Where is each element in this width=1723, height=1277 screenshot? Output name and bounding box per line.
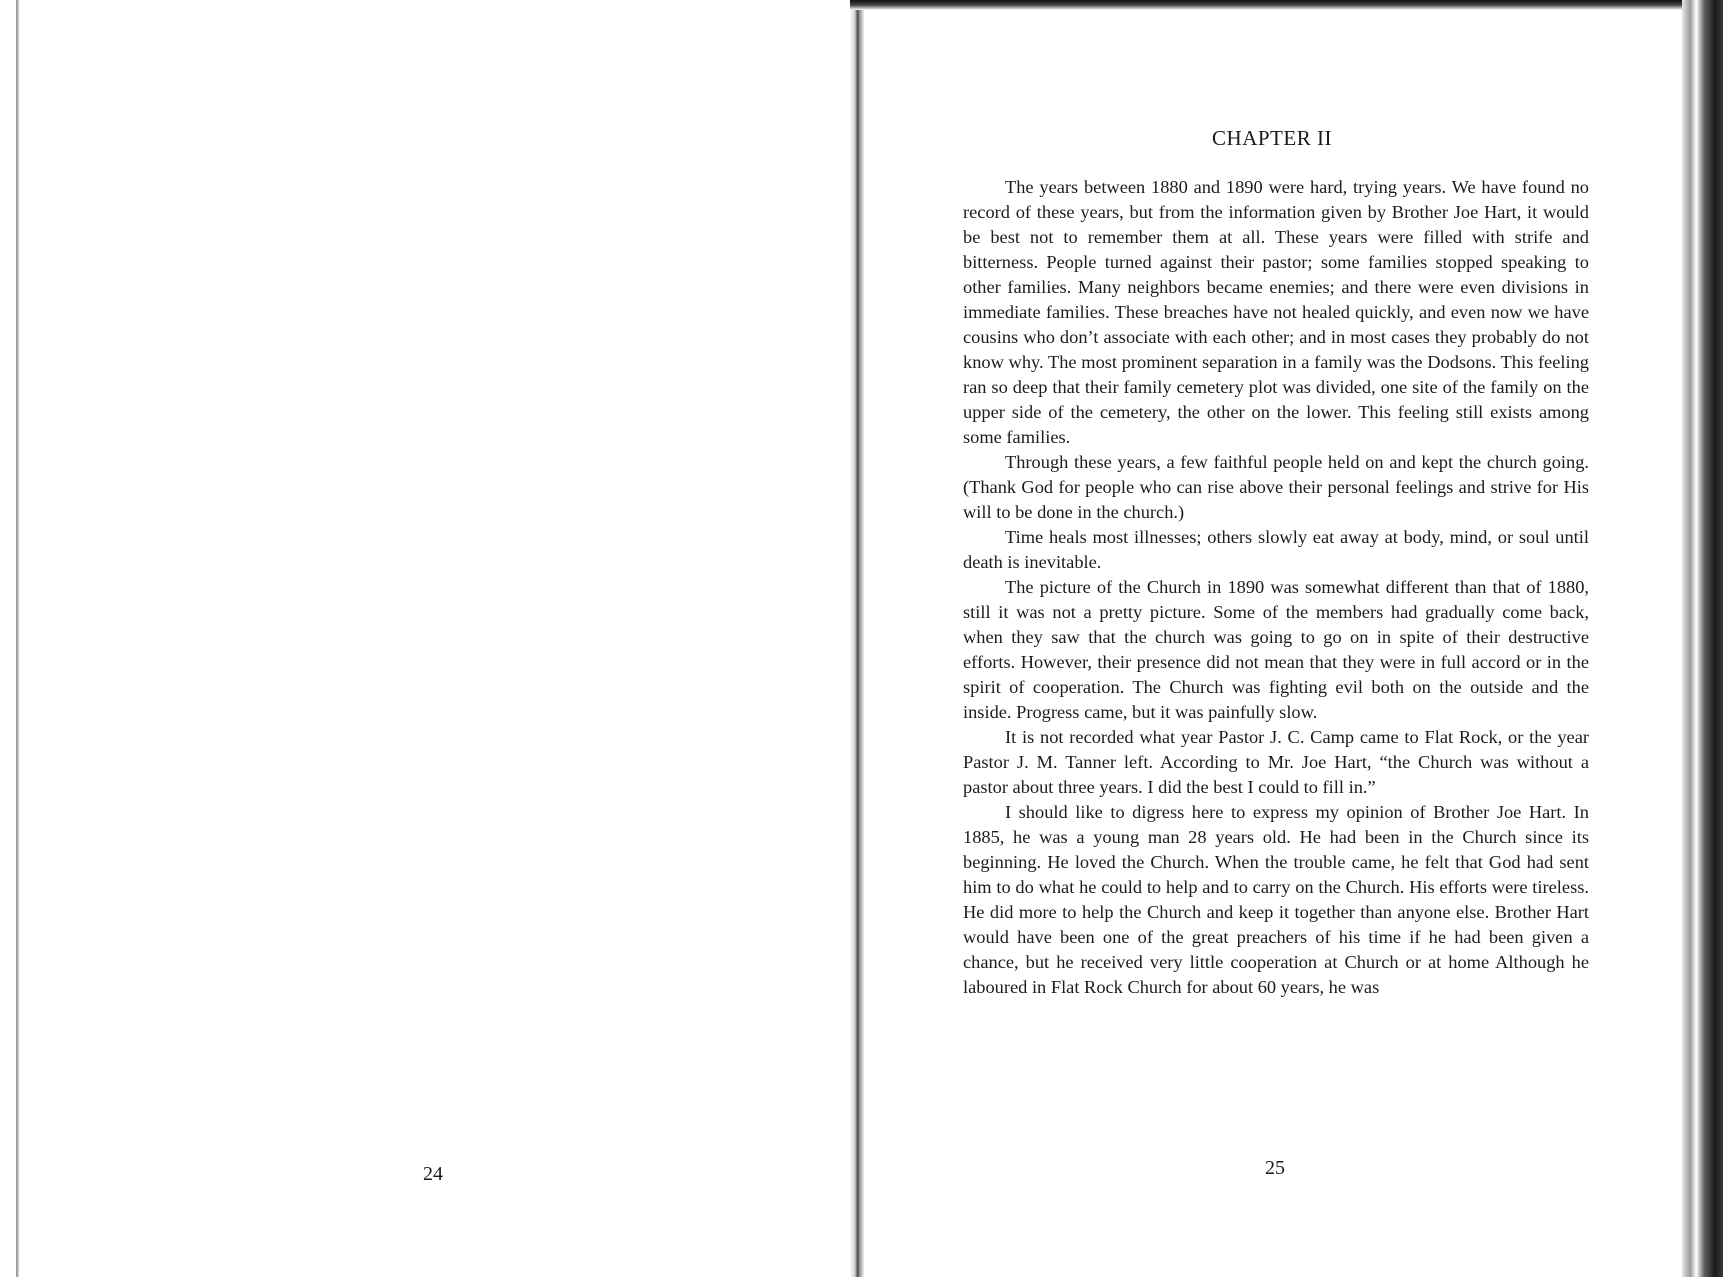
left-page-number: 24 bbox=[423, 1163, 443, 1185]
top-edge-shadow bbox=[850, 0, 1723, 10]
page-stack-edge bbox=[1682, 0, 1723, 1277]
paragraph: I should like to digress here to express my opinion of Brother Joe Hart. In 1885, he was a young man 28 years old. He had been in the Church since its beginning. He loved the Church. When the trouble came, he felt that God had sent him to do what he could to help and to carry on the Church. His efforts were tireless. He did more to help the Church and keep it together than anyone else. Brother Hart would have been one of the great preachers of his time if he had been given a chance, but he received very little cooperation at Church or at home Although he laboured in Flat Rock Church for about 60 years, he was bbox=[963, 802, 1589, 997]
paragraph: Through these years, a few faithful people held on and kept the church going. (Thank God for people who can rise above their personal feelings and strive for His will to be done in the church.) bbox=[963, 452, 1589, 522]
left-page bbox=[19, 0, 853, 1277]
paragraph: It is not recorded what year Pastor J. C. Camp came to Flat Rock, or the year Pastor J. M. Tanner left. According to Mr. Joe Hart, “the Church was without a pastor about three years. I did the best I could to fill in.” bbox=[963, 727, 1589, 797]
paragraph: The picture of the Church in 1890 was somewhat different than that of 1880, still it was not a pretty picture. Some of the members had gradually come back, when they saw that the church was going to go on in spite of their destructive efforts. However, their presence did not mean that they were in full accord or in the spirit of cooperation. The Church was fighting evil both on the outside and the inside. Progress came, but it was painfully slow. bbox=[963, 577, 1589, 722]
paragraph: Time heals most illnesses; others slowly eat away at body, mind, or soul until death is inevitable. bbox=[963, 527, 1589, 572]
right-page-number: 25 bbox=[1265, 1157, 1285, 1179]
book-gutter bbox=[850, 0, 864, 1277]
paragraph: The years between 1880 and 1890 were hard, trying years. We have found no record of these years, but from the information given by Brother Joe Hart, it would be best not to remember them at all. These years were filled with strife and bitterness. People turned against their pastor; some families stopped speaking to other families. Many neighbors became enemies; and there were even divisions in immediate families. These breaches have not healed quickly, and even now we have cousins who don’t associate with each other; and in most cases they probably do not know why. The most prominent separation in a family was the Dodsons. This feeling ran so deep that their family cemetery plot was divided, one site of the family on the upper side of the cemetery, the other on the lower. This feeling still exists among some families. bbox=[963, 177, 1589, 447]
chapter-body-text bbox=[963, 175, 1589, 1000]
chapter-title: CHAPTER II bbox=[1212, 126, 1332, 150]
